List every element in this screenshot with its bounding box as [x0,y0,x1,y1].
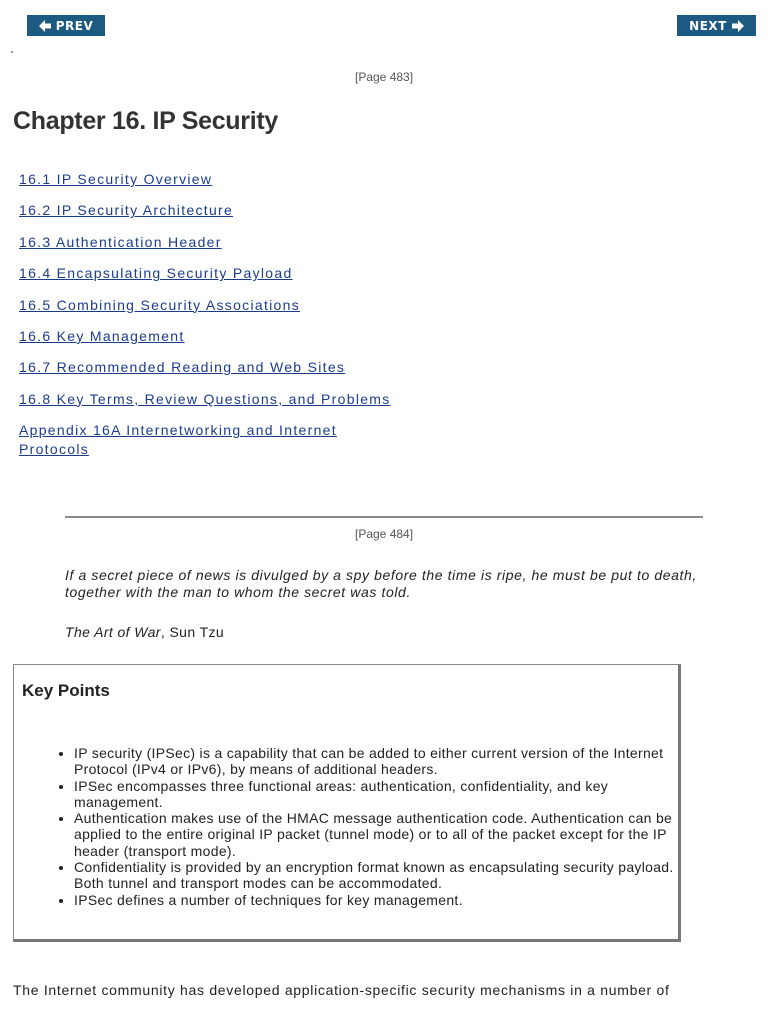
chapter-title: Chapter 16. IP Security [13,107,278,135]
page-marker: [Page 483] [355,70,414,84]
toc-link[interactable]: 16.1 IP Security Overview [19,171,213,187]
epigraph-attribution [65,624,224,640]
toc-link[interactable]: 16.8 Key Terms, Review Questions, and Problems [19,390,391,407]
toc-link[interactable]: Appendix 16A Internetworking and Internet Protocols [19,422,337,458]
toc-link[interactable]: 16.2 IP Security Architecture [19,202,234,219]
list-item: • IP security (IPSec) is a capability that can be added to either current version of the Internet Protocol (IPv4 or IPv6), by means of additional headers. [74,745,686,778]
prev-label: PREV [55,18,94,33]
next-label: NEXT [689,18,727,33]
toc-link[interactable]: 16.6 Key Management [19,327,185,344]
page-divider [65,516,703,518]
anchor-dot [11,51,13,53]
epigraph-author: , Sun Tzu [160,624,225,640]
key-points-heading: Key Points [22,681,110,700]
toc-link[interactable]: 16.3 Authentication Header [19,233,222,250]
table-of-contents [19,170,391,459]
list-item: • Confidentiality is provided by an encryption format known as encapsulating security payload. Both tunnel and transport modes can be accommodated. [74,859,686,892]
epigraph-quote: If a secret piece of news is divulged by a spy before the time is ripe, he must be put to death, together with the man to whom the secret was told. [65,567,697,600]
epigraph-source-title: The Art of War [65,624,161,640]
next-button[interactable] [677,15,756,36]
key-points-box [13,664,681,942]
body-paragraph: The Internet community has developed application-specific security mechanisms in a number of [13,982,670,998]
toc-link[interactable]: 16.7 Recommended Reading and Web Sites [19,359,346,376]
list-item: • Authentication makes use of the HMAC message authentication code. Authentication can be applied to the entire original IP packet (tunnel mode) or to all of the packet except for the IP header (transport mode). [74,810,686,859]
list-item: • IPSec encompasses three functional areas: authentication, confidentiality, and key management. [74,778,686,811]
arrow-right-icon [732,20,744,32]
arrow-left-icon [39,20,51,32]
prev-button[interactable] [27,15,105,36]
list-item: • IPSec defines a number of techniques for key management. [74,892,686,908]
toc-link[interactable]: 16.5 Combining Security Associations [19,296,301,313]
page-marker: [Page 484] [355,527,414,541]
key-points-list [56,745,686,908]
toc-link[interactable]: 16.4 Encapsulating Security Payload [19,265,293,282]
